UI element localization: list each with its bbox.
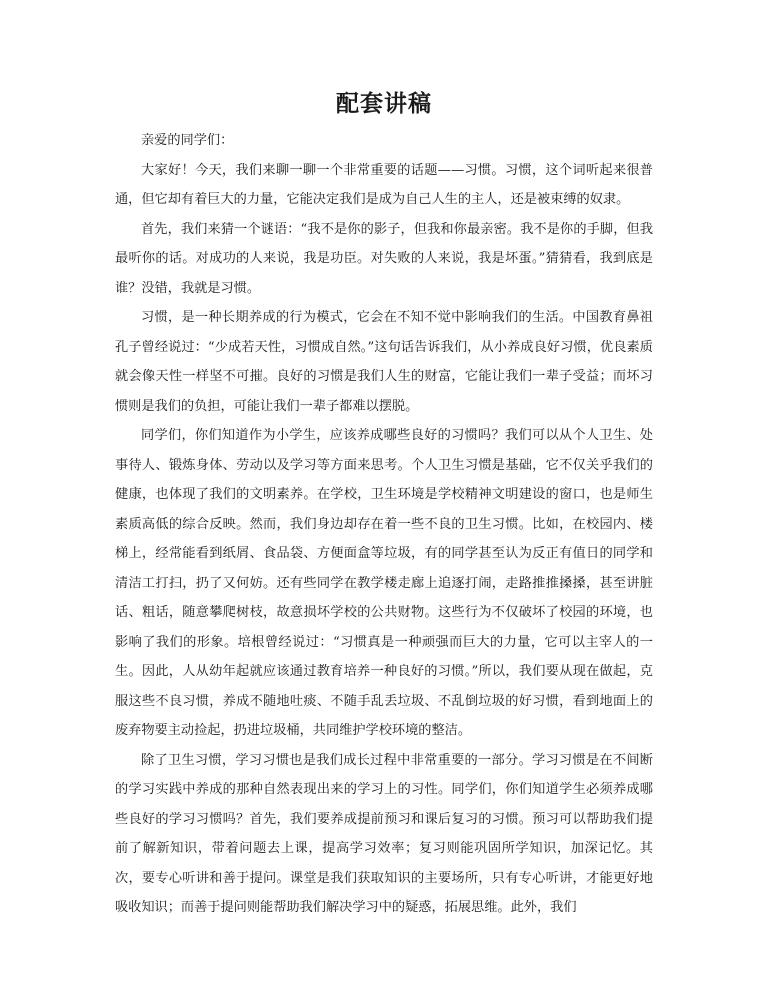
paragraph-study-habits: 除了卫生习惯，学习习惯也是我们成长过程中非常重要的一部分。学习习惯是在不间断的学习实践中养成的那种自然表现出来的学习上的习性。同学们，你们知道学生必须养成哪些良好的学习习惯吗？首先，我们要养成提前预习和课后复习的习惯。预习可以帮助我们提前了解新知识，带着问题去上课，提高学习效率；复习则能巩固所学知识，加深记忆。其次，要专心听讲和善于提问。课堂是我们获取知识的主要场所，只有专心听讲，才能更好地吸收知识；而善于提问则能帮助我们解决学习中的疑惑，拓展思维。此外，我们 xyxy=(115,752,653,915)
paragraph-hygiene-habits: 同学们，你们知道作为小学生，应该养成哪些良好的习惯吗？我们可以从个人卫生、处事待人、锻炼身体、劳动以及学习等方面来思考。个人卫生习惯是基础，它不仅关乎我们的健康，也体现了我们的文明素养。在学校，卫生环境是学校精神文明建设的窗口，也是师生素质高低的综合反映。然而，我们身边却存在着一些不良的卫生习惯。比如，在校园内、楼梯上，经常能看到纸屑、食品袋、方便面盒等垃圾，有的同学甚至认为反正有值日的同学和清洁工打扫，扔了又何妨。还有些同学在教学楼走廊上追逐打闹，走路推推搡搡，甚至讲脏话、粗话，随意攀爬树枝，故意损坏学校的公共财物。这些行为不仅破坏了校园的环境，也影响了我们的形象。培根曾经说过：“习惯真是一种顽强而巨大的力量，它可以主宰人的一生。因此，人从幼年起就应该通过教育培养一种良好的习惯。”所以，我们要从现在做起，克服这些不良习惯，养成不随地吐痰、不随手乱丢垃圾、不乱倒垃圾的好习惯，看到地面上的废弃物要主动捡起，扔进垃圾桶，共同维护学校环境的整洁。 xyxy=(115,428,653,738)
document-title: 配套讲稿 xyxy=(336,90,432,117)
paragraph-confucius: 习惯，是一种长期养成的行为模式，它会在不知不觉中影响我们的生活。中国教育鼻祖孔子曾经说过：“少成若天性，习惯成自然。”这句话告诉我们，从小养成良好习惯，优良素质就会像天性一样坚不可摧。良好的习惯是我们人生的财富，它能让我们一辈子受益；而坏习惯则是我们的负担，可能让我们一辈子都难以摆脱。 xyxy=(115,310,653,414)
document-page xyxy=(115,84,653,923)
paragraph-intro: 大家好！今天，我们来聊一聊一个非常重要的话题——习惯。习惯，这个词听起来很普通，但它却有着巨大的力量，它能决定我们是成为自己人生的主人，还是被束缚的奴隶。 xyxy=(115,162,653,207)
paragraph-riddle: 首先，我们来猜一个谜语：“我不是你的影子，但我和你最亲密。我不是你的手脚，但我最听你的话。对成功的人来说，我是功臣。对失败的人来说，我是坏蛋。”猜猜看，我到底是谁？没错，我就是习惯。 xyxy=(115,221,653,296)
salutation: 亲爱的同学们： xyxy=(141,133,234,148)
